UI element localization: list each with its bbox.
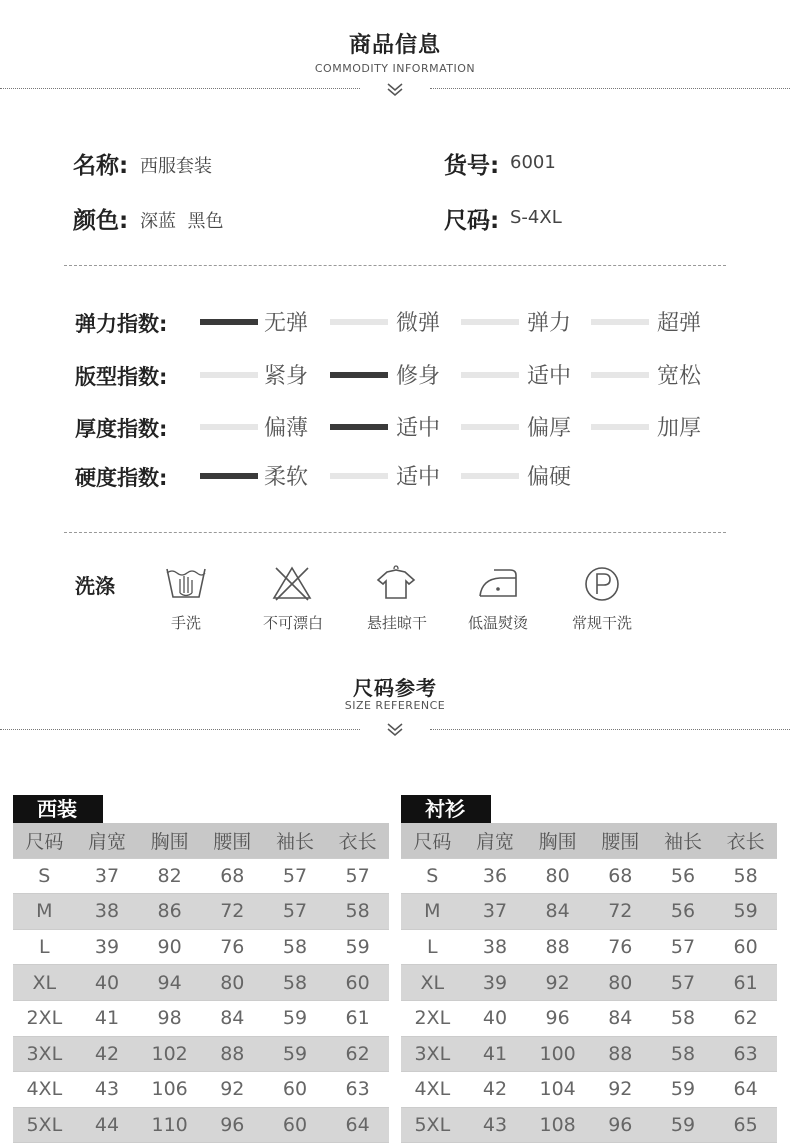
table-cell: 40 xyxy=(464,1000,527,1036)
commodity-subtitle: COMMODITY INFORMATION xyxy=(314,62,476,75)
table-cell: 5XL xyxy=(13,1107,76,1143)
table-cell: 58 xyxy=(652,1000,715,1036)
table-cell: 80 xyxy=(201,965,264,1001)
table-cell: 2XL xyxy=(13,1000,76,1036)
table-cell: 42 xyxy=(464,1072,527,1108)
column-header: 袖长 xyxy=(264,823,327,858)
table-cell: 57 xyxy=(326,858,389,894)
chevron-down-icon xyxy=(386,722,404,738)
table-row xyxy=(13,1036,389,1072)
index-bar xyxy=(200,372,258,378)
table-cell: 57 xyxy=(652,929,715,965)
table-cell: 39 xyxy=(464,965,527,1001)
table-cell: 68 xyxy=(589,858,652,894)
table-cell: 84 xyxy=(589,1000,652,1036)
table-cell: 84 xyxy=(526,894,589,930)
index-option: 适中 xyxy=(396,465,441,490)
name-value: 西服套装 xyxy=(140,156,212,177)
table-cell: 3XL xyxy=(13,1036,76,1072)
table-row xyxy=(401,894,777,930)
index-bar-selected xyxy=(200,473,258,479)
table-cell: 96 xyxy=(526,1000,589,1036)
divider-left xyxy=(0,88,360,89)
table-row xyxy=(13,965,389,1001)
index-bar-selected xyxy=(330,372,388,378)
table-cell: 61 xyxy=(714,965,777,1001)
table-cell: 96 xyxy=(589,1107,652,1143)
table-cell: 43 xyxy=(76,1072,139,1108)
wash-label: 常规干洗 xyxy=(571,614,632,632)
table-row xyxy=(401,1036,777,1072)
size-value: S-4XL xyxy=(510,207,562,228)
table-cell: 41 xyxy=(76,1000,139,1036)
table-cell: M xyxy=(13,894,76,930)
table-cell: 57 xyxy=(652,965,715,1001)
table-cell: 61 xyxy=(326,1000,389,1036)
table-cell: 80 xyxy=(589,965,652,1001)
table-cell: 63 xyxy=(714,1036,777,1072)
table-row xyxy=(13,1107,389,1143)
table-cell: 94 xyxy=(138,965,201,1001)
wash-label: 不可漂白 xyxy=(262,614,323,632)
index-bar xyxy=(591,372,649,378)
table-cell: 64 xyxy=(326,1107,389,1143)
table-cell: 80 xyxy=(526,858,589,894)
table-cell: 4XL xyxy=(401,1072,464,1108)
index-label: 厚度指数: xyxy=(75,417,168,441)
table-cell: 59 xyxy=(264,1036,327,1072)
table-cell: 60 xyxy=(326,965,389,1001)
index-option: 柔软 xyxy=(264,465,309,490)
table-cell: 58 xyxy=(714,858,777,894)
table-cell: 43 xyxy=(464,1107,527,1143)
no-bleach-icon xyxy=(270,565,314,601)
table-cell: 88 xyxy=(201,1036,264,1072)
index-bar xyxy=(591,424,649,430)
table-cell: 60 xyxy=(264,1072,327,1108)
table-cell: S xyxy=(401,858,464,894)
suit-size-table xyxy=(13,823,389,1143)
table-cell: 62 xyxy=(714,1000,777,1036)
dry-clean-p-icon xyxy=(580,565,624,601)
table-cell: 42 xyxy=(76,1036,139,1072)
table-header-row xyxy=(13,823,389,858)
index-bar-selected xyxy=(200,319,258,325)
table-cell: 59 xyxy=(264,1000,327,1036)
hand-wash-icon xyxy=(164,565,208,601)
column-header: 尺码 xyxy=(13,823,76,858)
wash-label: 低温熨烫 xyxy=(467,614,528,632)
table-cell: 40 xyxy=(76,965,139,1001)
column-header: 衣长 xyxy=(714,823,777,858)
table-cell: 38 xyxy=(464,929,527,965)
divider-left xyxy=(0,729,360,730)
index-option: 加厚 xyxy=(657,416,702,441)
divider-right xyxy=(430,88,790,89)
shirt-size-table xyxy=(401,823,777,1143)
index-bar xyxy=(330,473,388,479)
index-bar xyxy=(461,372,519,378)
color-label: 颜色: xyxy=(73,208,129,234)
table-cell: 36 xyxy=(464,858,527,894)
table-cell: 59 xyxy=(652,1107,715,1143)
column-header: 袖长 xyxy=(652,823,715,858)
table-row xyxy=(13,858,389,894)
table-row xyxy=(13,1072,389,1108)
table-cell: 92 xyxy=(589,1072,652,1108)
table-cell: 4XL xyxy=(13,1072,76,1108)
color-value: 深蓝 黑色 xyxy=(140,211,224,232)
table-row xyxy=(401,1107,777,1143)
table-cell: 108 xyxy=(526,1107,589,1143)
column-header: 肩宽 xyxy=(464,823,527,858)
wash-title: 洗涤 xyxy=(75,574,115,598)
index-bar xyxy=(200,424,258,430)
table-cell: 102 xyxy=(138,1036,201,1072)
table-cell: 2XL xyxy=(401,1000,464,1036)
table-cell: M xyxy=(401,894,464,930)
table-cell: 56 xyxy=(652,858,715,894)
table-cell: 98 xyxy=(138,1000,201,1036)
index-option: 弹力 xyxy=(527,311,572,336)
table-cell: 92 xyxy=(526,965,589,1001)
table-cell: 57 xyxy=(264,858,327,894)
index-option: 宽松 xyxy=(657,364,702,389)
table-cell: 72 xyxy=(201,894,264,930)
table-cell: 5XL xyxy=(401,1107,464,1143)
suit-table-tag: 西装 xyxy=(13,795,103,823)
table-cell: 68 xyxy=(201,858,264,894)
table-cell: L xyxy=(401,929,464,965)
table-cell: 90 xyxy=(138,929,201,965)
table-cell: 88 xyxy=(589,1036,652,1072)
index-option: 微弹 xyxy=(396,311,441,336)
table-cell: 110 xyxy=(138,1107,201,1143)
table-cell: 63 xyxy=(326,1072,389,1108)
table-cell: XL xyxy=(13,965,76,1001)
table-cell: 96 xyxy=(201,1107,264,1143)
table-cell: 76 xyxy=(589,929,652,965)
table-cell: 104 xyxy=(526,1072,589,1108)
hang-dry-icon xyxy=(374,565,418,601)
index-option: 超弹 xyxy=(657,311,702,336)
table-row xyxy=(401,929,777,965)
table-cell: 39 xyxy=(76,929,139,965)
column-header: 胸围 xyxy=(526,823,589,858)
table-cell: 60 xyxy=(714,929,777,965)
table-cell: S xyxy=(13,858,76,894)
column-header: 腰围 xyxy=(201,823,264,858)
table-header-row xyxy=(401,823,777,858)
table-row xyxy=(401,1000,777,1036)
table-cell: L xyxy=(13,929,76,965)
index-bar-selected xyxy=(330,424,388,430)
column-header: 肩宽 xyxy=(76,823,139,858)
table-cell: 44 xyxy=(76,1107,139,1143)
table-cell: 84 xyxy=(201,1000,264,1036)
table-cell: 58 xyxy=(326,894,389,930)
table-row xyxy=(401,965,777,1001)
table-cell: 88 xyxy=(526,929,589,965)
index-label: 硬度指数: xyxy=(75,466,168,490)
table-cell: 64 xyxy=(714,1072,777,1108)
table-cell: XL xyxy=(401,965,464,1001)
column-header: 衣长 xyxy=(326,823,389,858)
table-cell: 76 xyxy=(201,929,264,965)
name-label: 名称: xyxy=(73,153,129,179)
table-cell: 82 xyxy=(138,858,201,894)
table-cell: 59 xyxy=(714,894,777,930)
table-cell: 100 xyxy=(526,1036,589,1072)
size-label: 尺码: xyxy=(444,208,500,234)
table-cell: 60 xyxy=(264,1107,327,1143)
table-cell: 41 xyxy=(464,1036,527,1072)
column-header: 腰围 xyxy=(589,823,652,858)
index-option: 适中 xyxy=(527,364,572,389)
divider-right xyxy=(430,729,790,730)
index-option: 适中 xyxy=(396,416,441,441)
column-header: 尺码 xyxy=(401,823,464,858)
table-cell: 37 xyxy=(464,894,527,930)
index-option: 修身 xyxy=(396,364,441,389)
index-label: 版型指数: xyxy=(75,365,168,389)
index-bar xyxy=(591,319,649,325)
chevron-down-icon xyxy=(386,82,404,98)
low-iron-icon xyxy=(476,565,520,601)
table-cell: 106 xyxy=(138,1072,201,1108)
table-row xyxy=(13,1000,389,1036)
dashed-divider xyxy=(64,532,726,533)
table-cell: 58 xyxy=(652,1036,715,1072)
table-cell: 58 xyxy=(264,929,327,965)
shirt-table-tag: 衬衫 xyxy=(401,795,491,823)
index-bar xyxy=(461,473,519,479)
table-cell: 58 xyxy=(264,965,327,1001)
table-cell: 86 xyxy=(138,894,201,930)
wash-label: 手洗 xyxy=(170,614,201,632)
table-row xyxy=(401,858,777,894)
table-cell: 92 xyxy=(201,1072,264,1108)
size-ref-title: 尺码参考 xyxy=(353,676,437,700)
size-ref-subtitle: SIZE REFERENCE xyxy=(344,699,446,712)
index-option: 紧身 xyxy=(264,364,309,389)
table-row xyxy=(401,1072,777,1108)
index-option: 偏薄 xyxy=(264,416,309,441)
index-bar xyxy=(330,319,388,325)
table-cell: 65 xyxy=(714,1107,777,1143)
table-cell: 62 xyxy=(326,1036,389,1072)
code-value: 6001 xyxy=(510,152,556,173)
table-row xyxy=(13,894,389,930)
table-cell: 72 xyxy=(589,894,652,930)
table-cell: 57 xyxy=(264,894,327,930)
index-option: 偏硬 xyxy=(527,465,572,490)
index-bar xyxy=(461,319,519,325)
index-option: 偏厚 xyxy=(527,416,572,441)
column-header: 胸围 xyxy=(138,823,201,858)
index-option: 无弹 xyxy=(264,311,309,336)
table-cell: 56 xyxy=(652,894,715,930)
wash-label: 悬挂晾干 xyxy=(366,614,427,632)
code-label: 货号: xyxy=(444,153,500,179)
table-cell: 59 xyxy=(652,1072,715,1108)
table-cell: 37 xyxy=(76,858,139,894)
index-bar xyxy=(461,424,519,430)
commodity-title: 商品信息 xyxy=(348,33,441,58)
table-cell: 59 xyxy=(326,929,389,965)
dashed-divider xyxy=(64,265,726,266)
table-cell: 3XL xyxy=(401,1036,464,1072)
index-label: 弹力指数: xyxy=(75,312,168,336)
table-row xyxy=(13,929,389,965)
table-cell: 38 xyxy=(76,894,139,930)
